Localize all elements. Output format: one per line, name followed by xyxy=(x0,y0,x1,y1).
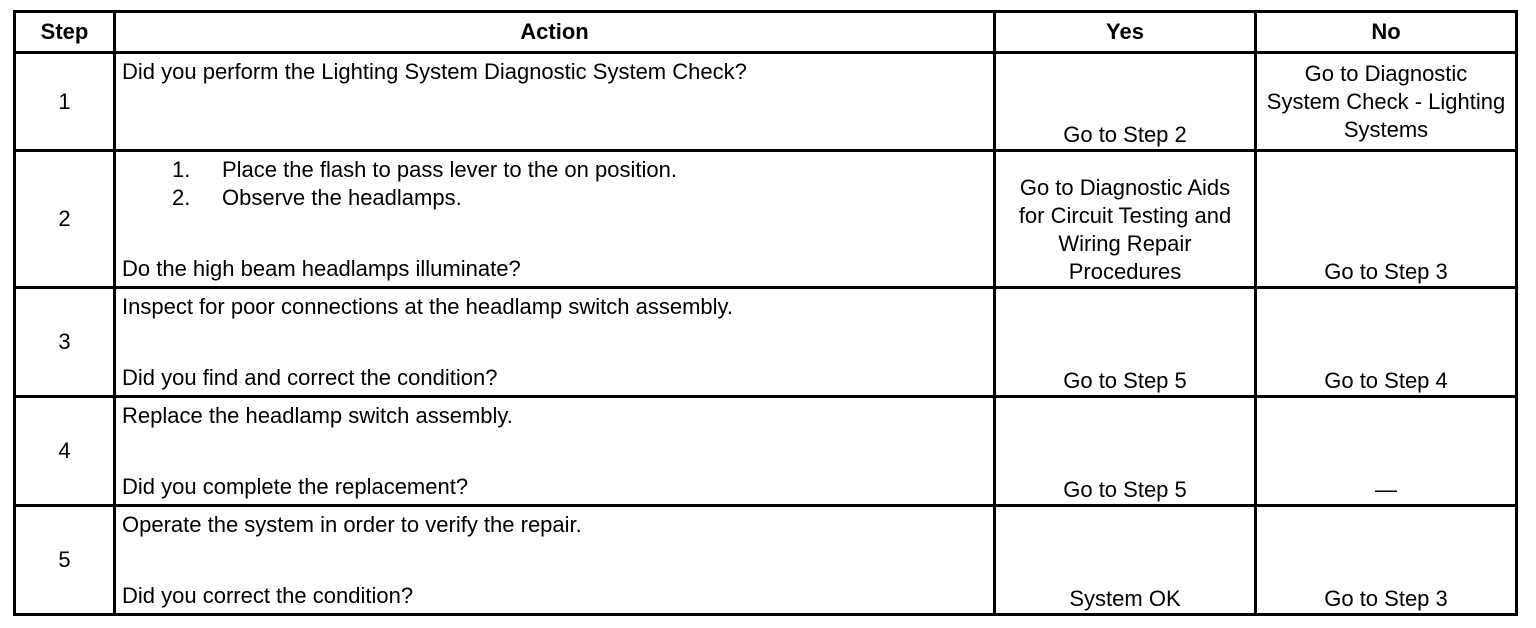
action-question: Did you complete the replacement? xyxy=(122,474,469,499)
action-cell xyxy=(115,397,995,506)
list-item-number: 1. xyxy=(172,157,191,182)
no-cell xyxy=(1256,506,1517,615)
action-instruction: Replace the headlamp switch assembly. xyxy=(122,403,513,428)
table-row xyxy=(15,151,1517,288)
action-cell xyxy=(115,53,995,151)
yes-cell xyxy=(995,397,1256,506)
step-number: 5 xyxy=(15,506,115,615)
header-yes: Yes xyxy=(995,12,1256,53)
yes-text: Go to Step 5 xyxy=(1063,368,1187,393)
action-cell xyxy=(115,506,995,615)
yes-text: System OK xyxy=(1069,586,1181,611)
table-row xyxy=(15,506,1517,615)
no-cell xyxy=(1256,397,1517,506)
no-text: Go to Step 3 xyxy=(1324,586,1448,611)
list-item xyxy=(172,156,987,184)
header-row xyxy=(15,12,1517,53)
action-step-list xyxy=(122,156,987,212)
no-text: Go to Step 4 xyxy=(1324,368,1448,393)
step-number: 1 xyxy=(15,53,115,151)
action-instruction: Operate the system in order to verify the repair. xyxy=(122,512,582,537)
no-cell xyxy=(1256,288,1517,397)
header-action: Action xyxy=(115,12,995,53)
yes-cell xyxy=(995,151,1256,288)
list-item-text: Place the flash to pass lever to the on position. xyxy=(222,157,677,182)
list-item-text: Observe the headlamps. xyxy=(222,185,462,210)
no-text: Go to Diagnostic System Check - Lighting Systems xyxy=(1266,61,1506,142)
table-row xyxy=(15,288,1517,397)
header-step: Step xyxy=(15,12,115,53)
list-item xyxy=(172,184,987,212)
action-cell xyxy=(115,151,995,288)
action-instruction: Inspect for poor connections at the headlamp switch assembly. xyxy=(122,294,734,319)
action-cell xyxy=(115,288,995,397)
step-number: 2 xyxy=(15,151,115,288)
no-cell xyxy=(1256,151,1517,288)
table-row xyxy=(15,53,1517,151)
no-cell xyxy=(1256,53,1517,151)
yes-text: Go to Step 5 xyxy=(1063,477,1187,502)
list-item-number: 2. xyxy=(172,185,191,210)
action-question: Do the high beam headlamps illuminate? xyxy=(122,256,521,281)
yes-cell xyxy=(995,288,1256,397)
action-question: Did you correct the condition? xyxy=(122,583,414,608)
diagnostic-table xyxy=(13,10,1518,616)
yes-text: Go to Step 2 xyxy=(1063,122,1187,147)
header-no: No xyxy=(1256,12,1517,53)
yes-cell xyxy=(995,53,1256,151)
no-text: — xyxy=(1375,477,1397,502)
table-row xyxy=(15,397,1517,506)
step-number: 3 xyxy=(15,288,115,397)
step-number: 4 xyxy=(15,397,115,506)
action-question: Did you find and correct the condition? xyxy=(122,365,498,390)
yes-text: Go to Diagnostic Aids for Circuit Testing and Wiring Repair Procedures xyxy=(1018,175,1232,284)
no-text: Go to Step 3 xyxy=(1324,259,1448,284)
action-instruction: Did you perform the Lighting System Diagnostic System Check? xyxy=(122,59,747,84)
yes-cell xyxy=(995,506,1256,615)
